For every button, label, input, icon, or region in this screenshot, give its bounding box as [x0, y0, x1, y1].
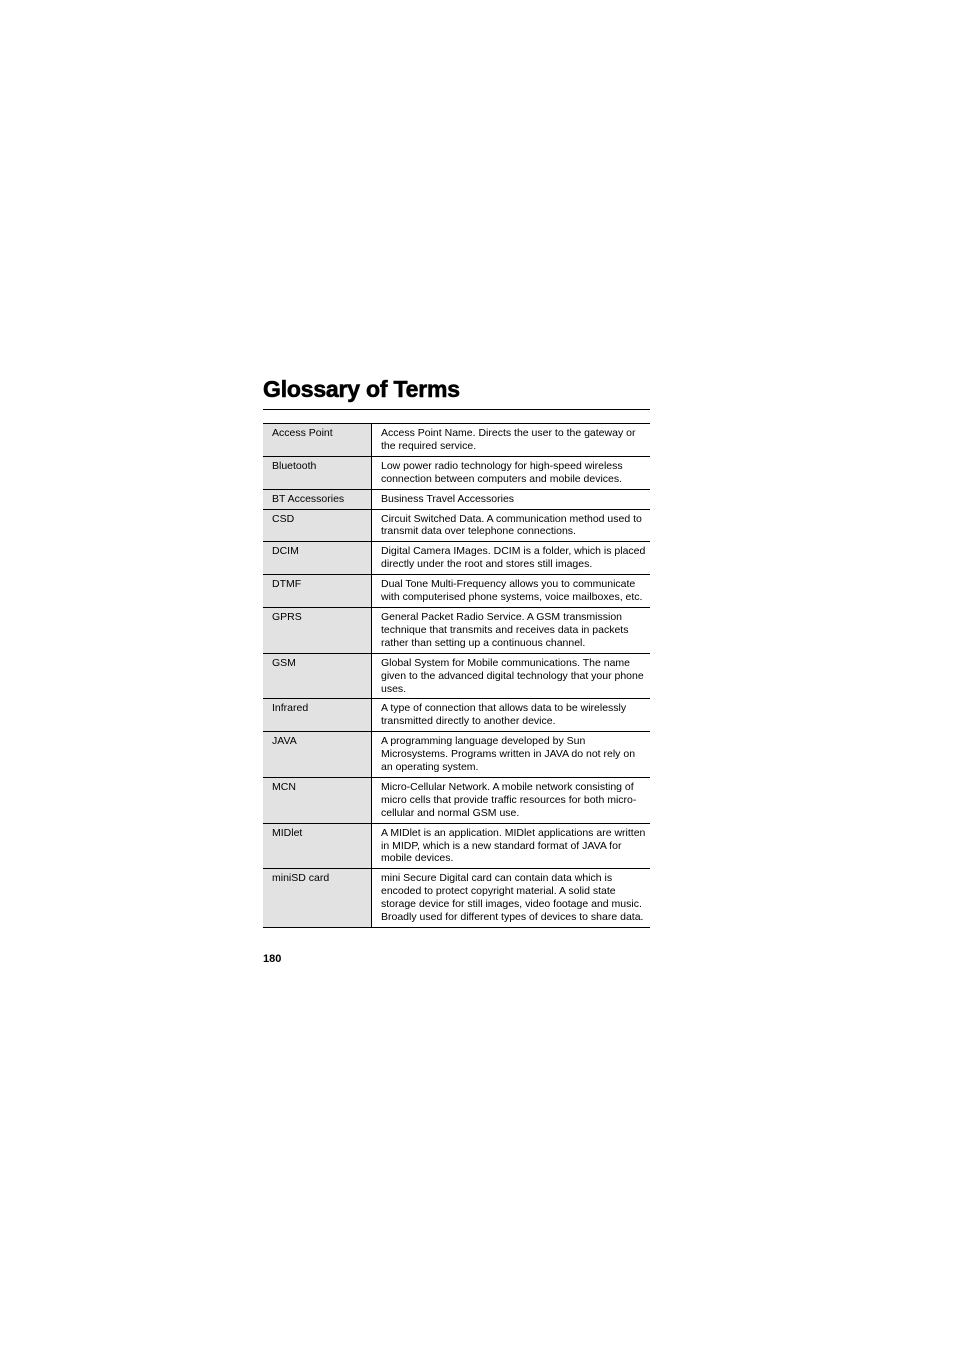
- glossary-row: [263, 509, 650, 542]
- glossary-definition: Micro-Cellular Network. A mobile network consisting of micro cells that provide traffic resources for both micro-cellular and normal GSM use.: [381, 780, 637, 819]
- page-number: 180: [263, 953, 282, 965]
- glossary-row: [263, 575, 650, 608]
- glossary-definition: A MIDlet is an application. MIDlet applications are written in MIDP, which is a new standard format of JAVA for mobile devices.: [381, 826, 646, 865]
- glossary-row: [263, 869, 650, 928]
- glossary-row: [263, 542, 650, 575]
- glossary-definition: Business Travel Accessories: [381, 492, 515, 505]
- glossary-definition: Circuit Switched Data. A communication method used to transmit data over telephone connections.: [381, 512, 642, 538]
- title-divider: [263, 409, 650, 410]
- glossary-term: GSM: [263, 653, 372, 699]
- glossary-definition: mini Secure Digital card can contain data which is encoded to protect copyright material. A solid state storage device for still images, video footage and music. Broadly used for different types of devices to share data.: [381, 872, 644, 924]
- glossary-definition: Low power radio technology for high-speed wireless connection between computers and mobile devices.: [381, 459, 623, 485]
- glossary-term: Infrared: [263, 699, 372, 732]
- glossary-term: JAVA: [263, 732, 372, 778]
- glossary-row: [263, 456, 650, 489]
- glossary-definition: Dual Tone Multi-Frequency allows you to communicate with computerised phone systems, voice mailboxes, etc.: [381, 578, 643, 604]
- glossary-row: [263, 732, 650, 778]
- glossary-definition: A type of connection that allows data to be wirelessly transmitted directly to another device.: [381, 702, 627, 728]
- glossary-term: GPRS: [263, 607, 372, 653]
- glossary-row: [263, 699, 650, 732]
- glossary-definition: Global System for Mobile communications. The name given to the advanced digital technology that your phone uses.: [381, 656, 644, 695]
- glossary-row: [263, 777, 650, 823]
- glossary-row: [263, 653, 650, 699]
- glossary-table: [263, 423, 650, 928]
- glossary-row: [263, 489, 650, 509]
- glossary-row: [263, 424, 650, 457]
- glossary-definition: General Packet Radio Service. A GSM transmission technique that transmits and receives data in packets rather than setting up a continuous channel.: [381, 610, 629, 649]
- glossary-definition: A programming language developed by Sun Microsystems. Programs written in JAVA do not rely on an operating system.: [381, 735, 636, 774]
- glossary-definition: Digital Camera IMages. DCIM is a folder, which is placed directly under the root and stores still images.: [381, 545, 646, 571]
- glossary-term: BT Accessories: [263, 489, 372, 509]
- page-title: Glossary of Terms: [263, 376, 460, 402]
- glossary-row: [263, 607, 650, 653]
- glossary-term: DTMF: [263, 575, 372, 608]
- glossary-term: Access Point: [263, 424, 372, 457]
- glossary-term: MIDlet: [263, 823, 372, 869]
- glossary-definition: Access Point Name. Directs the user to the gateway or the required service.: [381, 427, 636, 452]
- glossary-term: Bluetooth: [263, 456, 372, 489]
- glossary-term: CSD: [263, 509, 372, 542]
- glossary-term: miniSD card: [263, 869, 372, 928]
- glossary-term: DCIM: [263, 542, 372, 575]
- glossary-row: [263, 823, 650, 869]
- glossary-term: MCN: [263, 777, 372, 823]
